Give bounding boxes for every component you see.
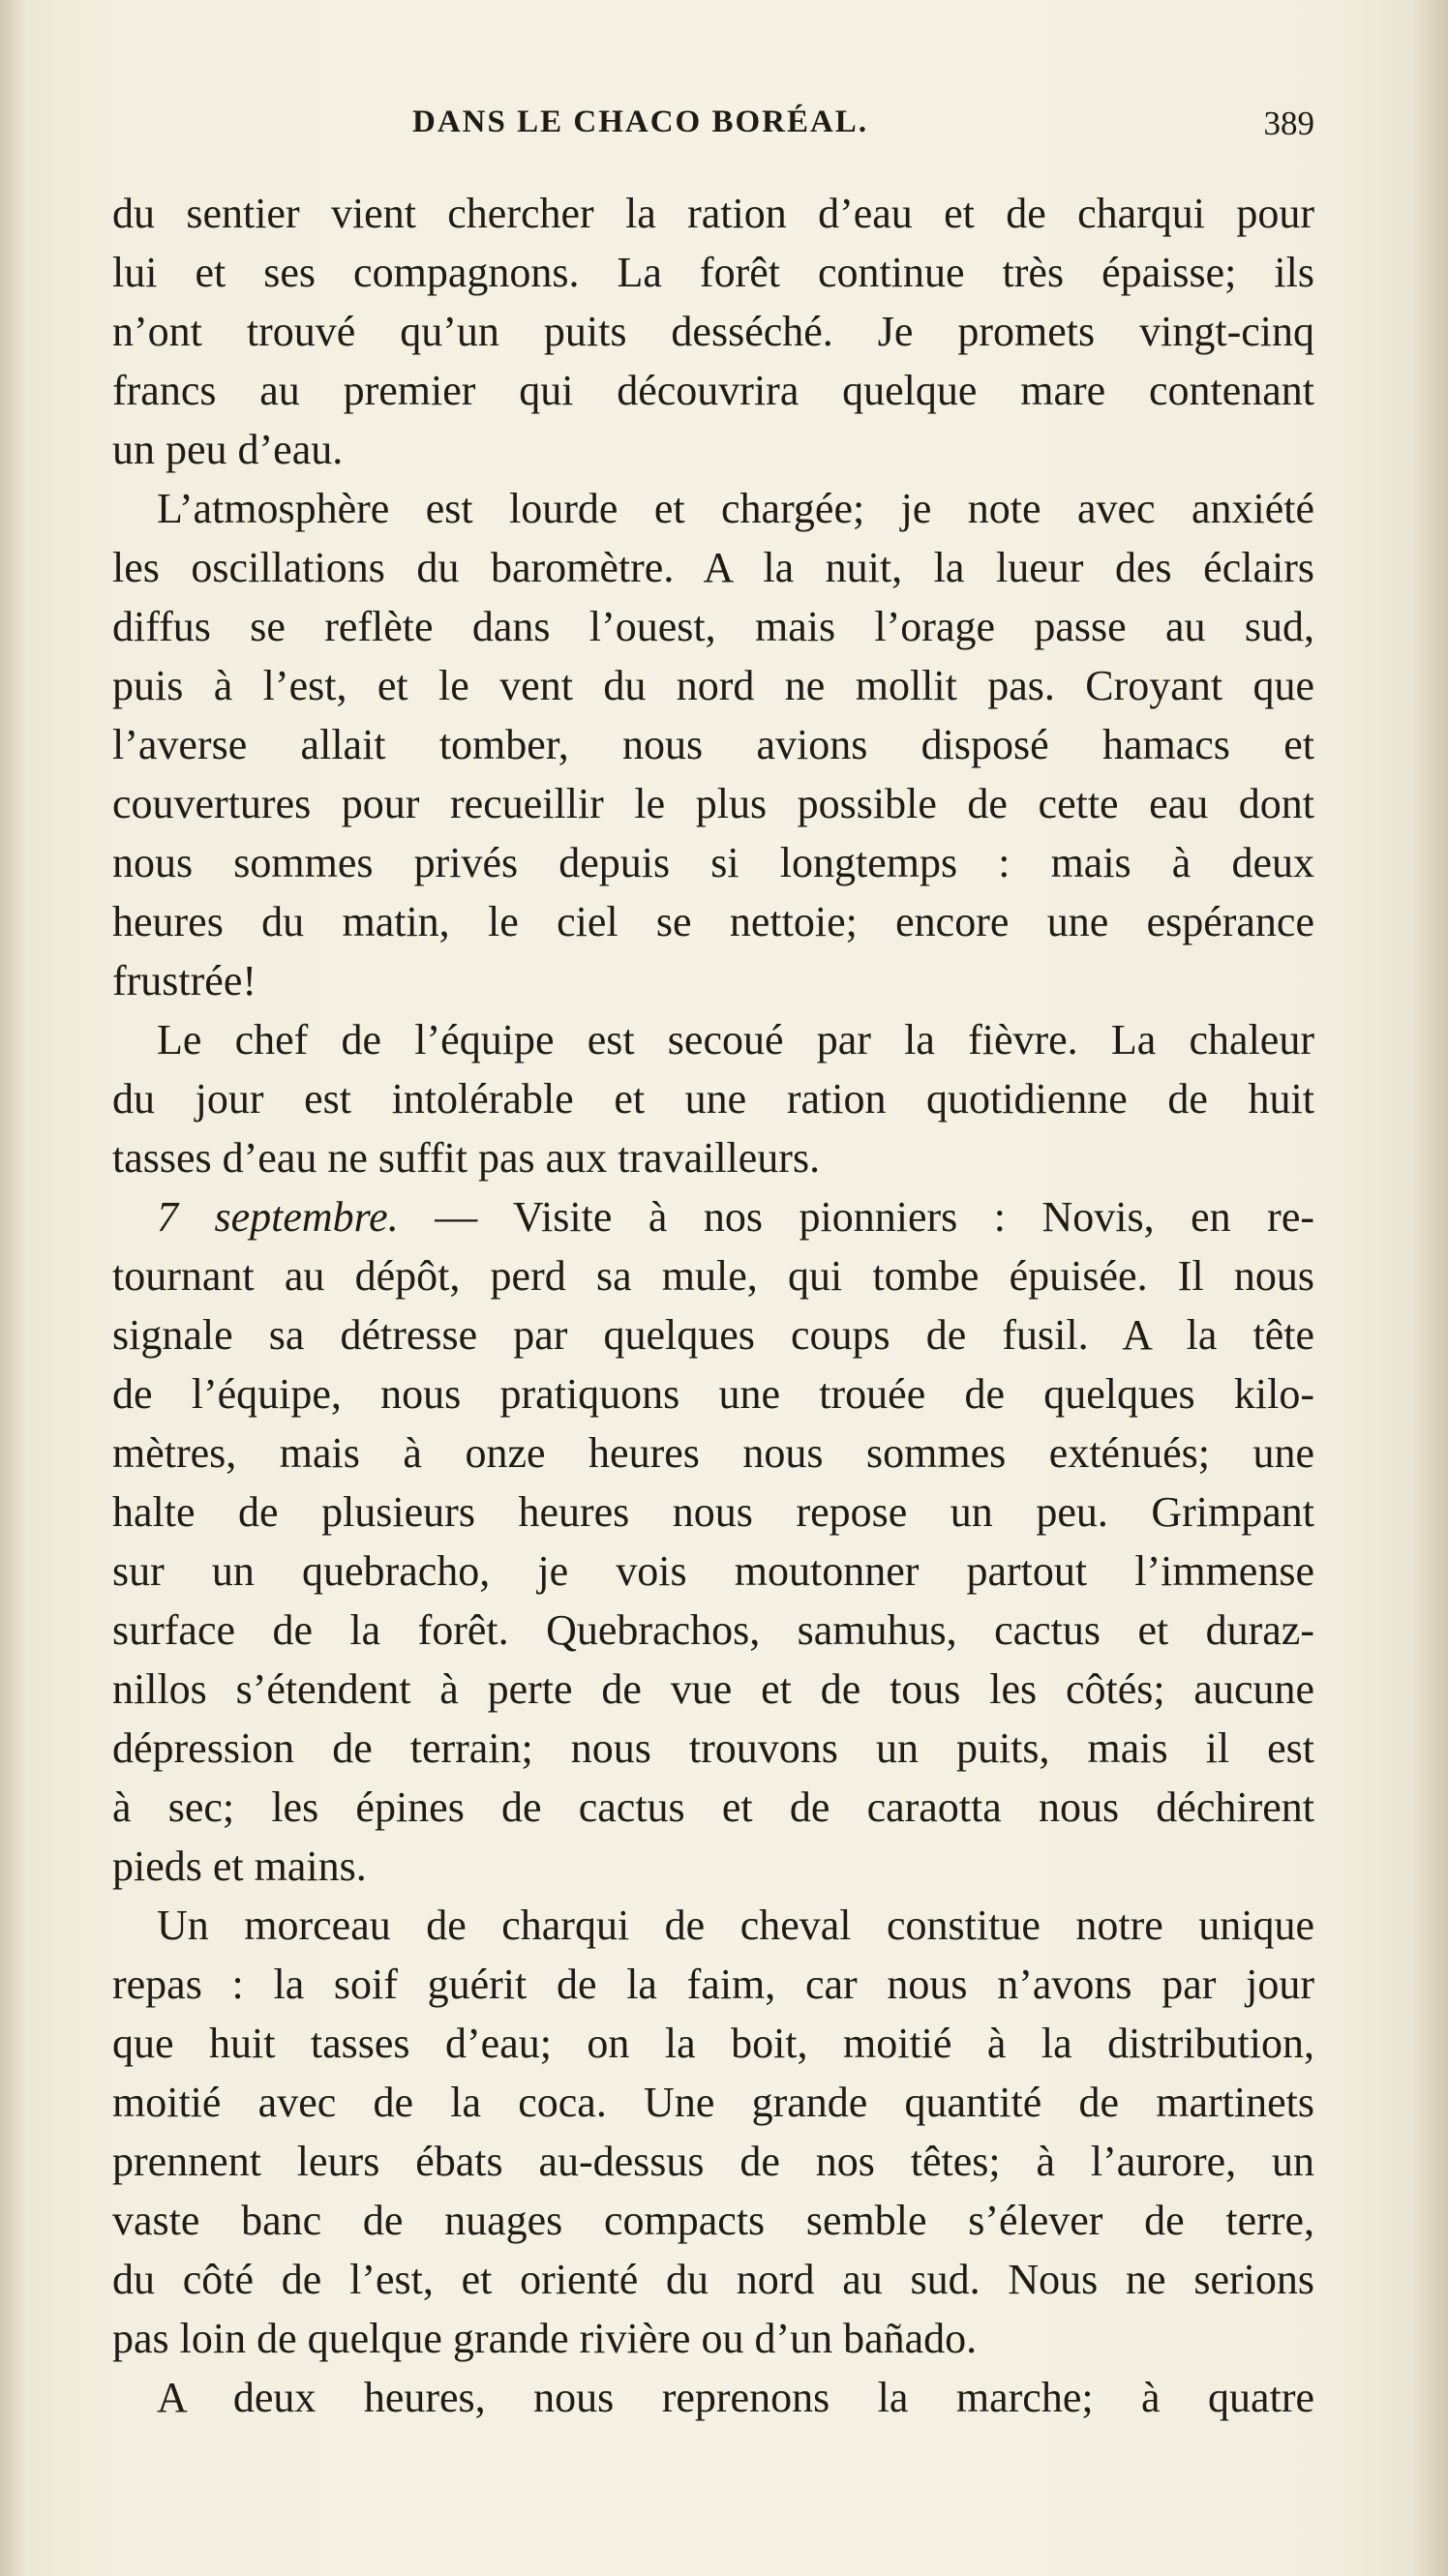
text-line: mètres, mais à onze heures nous sommes exténués; une xyxy=(112,1429,1314,1477)
text-line: l’averse allait tomber, nous avions disposé hamacs et xyxy=(112,721,1314,768)
body-text xyxy=(112,184,1314,2427)
text-line: puis à l’est, et le vent du nord ne mollit pas. Croyant que xyxy=(112,662,1314,709)
text-line: signale sa détresse par quelques coups de fusil. A la tête xyxy=(112,1311,1314,1359)
text-line: les oscillations du baromètre. A la nuit, la lueur des éclairs xyxy=(112,544,1314,591)
text-line: halte de plusieurs heures nous repose un peu. Grimpant xyxy=(112,1488,1314,1536)
text-line: lui et ses compagnons. La forêt continue très épaisse; ils xyxy=(112,249,1314,296)
text-line: prennent leurs ébats au-dessus de nos têtes; à l’aurore, un xyxy=(112,2138,1314,2185)
text-line: heures du matin, le ciel se nettoie; encore une espérance xyxy=(112,898,1314,945)
text-line: L’atmosphère est lourde et chargée; je note avec anxiété xyxy=(157,485,1314,532)
diary-date: 7 septembre. xyxy=(157,1193,399,1241)
paragraph-4 xyxy=(112,1187,1314,1896)
paragraph-1 xyxy=(112,184,1314,479)
text-line: repas : la soif guérit de la faim, car nous n’avons par jour xyxy=(112,1961,1314,2008)
text-line: couvertures pour recueillir le plus possible de cette eau dont xyxy=(112,780,1314,827)
paragraph-6 xyxy=(112,2368,1314,2427)
text-line: à sec; les épines de cactus et de caraotta nous déchirent xyxy=(112,1783,1314,1831)
text-line: du sentier vient chercher la ration d’eau et de charqui pour xyxy=(112,190,1314,237)
paragraph-3 xyxy=(112,1010,1314,1187)
text-line: un peu d’eau. xyxy=(112,426,344,473)
text-line: n’ont trouvé qu’un puits desséché. Je promets vingt-cinq xyxy=(112,308,1314,355)
text-line-fragment: — Visite à nos pionniers : Novis, en re- xyxy=(398,1193,1314,1241)
text-line: francs au premier qui découvrira quelque mare contenant xyxy=(112,367,1314,414)
text-line: sur un quebracho, je vois moutonner partout l’immense xyxy=(112,1547,1314,1595)
text-line: tournant au dépôt, perd sa mule, qui tombe épuisée. Il nous xyxy=(112,1252,1314,1300)
dated-line xyxy=(112,1187,1314,1246)
text-line: diffus se reflète dans l’ouest, mais l’orage passe au sud, xyxy=(112,603,1314,650)
text-line: Un morceau de charqui de cheval constitue notre unique xyxy=(157,1902,1314,1949)
text-line: Le chef de l’équipe est secoué par la fièvre. La chaleur xyxy=(157,1016,1314,1063)
paragraph-5 xyxy=(112,1896,1314,2368)
page-number: 389 xyxy=(1263,105,1314,142)
text-line: du côté de l’est, et orienté du nord au sud. Nous ne serions xyxy=(112,2256,1314,2303)
text-line: frustrée! xyxy=(112,957,257,1004)
text-line: pieds et mains. xyxy=(112,1842,367,1890)
text-line: que huit tasses d’eau; on la boit, moitié à la distribution, xyxy=(112,2020,1314,2067)
text-line: moitié avec de la coca. Une grande quantité de martinets xyxy=(112,2079,1314,2126)
text-line: de l’équipe, nous pratiquons une trouée de quelques kilo- xyxy=(112,1370,1314,1418)
text-line: surface de la forêt. Quebrachos, samuhus, cactus et duraz- xyxy=(112,1606,1314,1654)
running-head xyxy=(112,105,1314,153)
text-line: tasses d’eau ne suffit pas aux travailleurs. xyxy=(112,1134,821,1182)
text-line: A deux heures, nous reprenons la marche; à quatre xyxy=(157,2374,1314,2421)
running-title: DANS LE CHACO BORÉAL. xyxy=(412,105,869,139)
text-line: nous sommes privés depuis si longtemps : mais à deux xyxy=(112,839,1314,886)
text-line: vaste banc de nuages compacts semble s’élever de terre, xyxy=(112,2197,1314,2244)
text-line: pas loin de quelque grande rivière ou d’un bañado. xyxy=(112,2315,978,2362)
paragraph-2 xyxy=(112,479,1314,1010)
text-line: du jour est intolérable et une ration quotidienne de huit xyxy=(112,1075,1314,1123)
text-line: nillos s’étendent à perte de vue et de tous les côtés; aucune xyxy=(112,1665,1314,1713)
text-line: dépression de terrain; nous trouvons un puits, mais il est xyxy=(112,1724,1314,1772)
